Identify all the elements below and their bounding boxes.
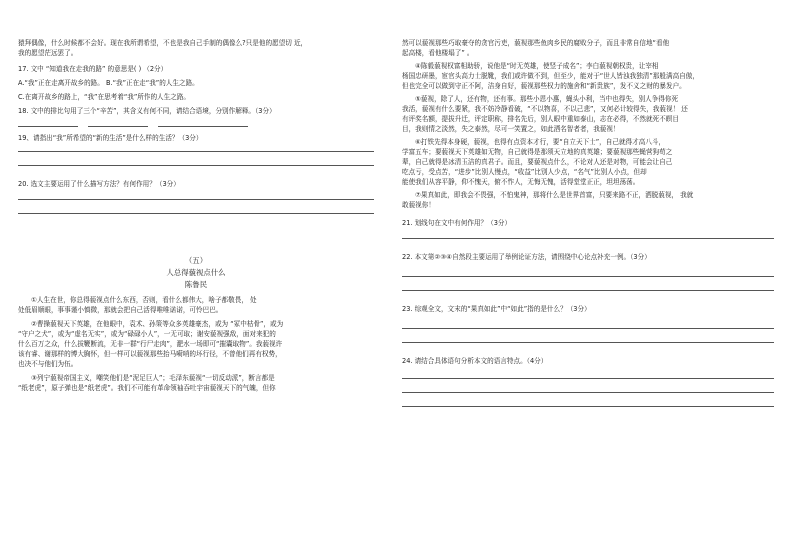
answer-line[interactable] [18,151,374,152]
question-21: 21. 划线句在文中有何作用？（3分） [402,219,512,227]
answer-blank[interactable] [88,120,148,127]
paragraph-2: ②曹操藐视天下英雄，在他眼中，袁术、孙策等众多英雄豪杰，或为 “冢中枯骨”，或为 [31,320,284,328]
paragraph-6-cont: 辈，自己就得是冰清玉洁的真君子。而且，要藐视点什么，不论对人还是对物，可能会让自己 [402,158,673,166]
paragraph-2-cont: 该有睿、谢那样的博大胸怀，但一样可以藐视那些抬马嗬哨的坏行径，不曾他们再有权势， [18,350,282,358]
paragraph-3-cont: 起高楼，看他楼塌了” 。 [402,49,474,57]
answer-line[interactable] [18,165,374,166]
answer-lines-24 [402,378,774,407]
text-line: 我的愿望茫远罢了。 [18,49,78,57]
paragraph-7-cont: 敢藐视你！ [402,201,435,209]
answer-lines-20 [18,199,374,214]
paragraph-6-cont: 能使我们从容平静，仰不愧天，俯不怍人，无悔无愧，活得堂堂正正，坦坦荡荡。 [402,178,640,186]
answer-line[interactable] [402,238,774,239]
article-title: 人总得藐视点什么 [166,268,226,277]
paragraph-2-cont: 也决不与他们为伍。 [18,360,78,368]
paragraph-5-cont: 目，我则情之淡然，失之泰然，尽可一笑置之，如此洒名智者者，我藐视！ [402,125,620,133]
paragraph-1: ①人生在世，你总得藐视点什么东西，否则，看什么都伟大，啥子都敬畏， 处 [31,296,257,304]
paragraph-4: ④陈毅藐视权富相助骄，说他是“时无英雄，使竖子成名”；李白藐视朝权贵，让宰相 [415,62,659,70]
question-17-option-c: C.在离开故乡的路上，“我”在思考着“我”所作的人生之路。 [18,93,191,101]
paragraph-7: ⑦果真如此，即我会不畏强，不怕鬼神，那将什么是世界首富，只要来路不正，洒脱藐视， 我就 [415,191,694,199]
answer-blank[interactable] [158,120,248,127]
paragraph-4-cont: 但也完全可以做到守正不阿，洁身自好，藐视那些权力的施舍和“新贵族”，发不义之财的暴发户。 [402,82,686,90]
paragraph-6-cont: 吃点亏，受点苦，“进步”比别人慢点，“收益”比别人少点，“名气”比别人小点，但却 [402,168,647,176]
answer-line[interactable] [402,378,774,379]
question-17-options-ab: A.“我”正在走离开故乡的路。 B.“我”正在走“我”的人生之路。 [18,79,199,87]
answer-line[interactable] [18,213,374,214]
question-23: 23. 综观全文，文末的“果真如此”中“如此”指的是什么？（3分） [402,305,591,313]
answer-line[interactable] [402,406,774,407]
question-19: 19、请指出“我”所希望的“新的生活”是什么样的生活？（3分） [18,134,203,142]
section-number: （五） [184,256,208,265]
paragraph-6-cont: 学富五车；要藐视天下英雄如无物，自己就得是那须天立地的真英雄；要藐视那些蝇营狗苟之 [402,148,673,156]
question-20: 20. 选文主要运用了什么描写方法？有何作用？（3分） [18,180,180,188]
paragraph-3: ③列宁藐视帝国主义，嘲笑他们是“泥足巨人”；毛泽东藐视“一切反动派”，断言都是 [31,374,275,382]
answer-line[interactable] [402,276,774,277]
paragraph-5-cont: 有评奖名额，提拔升迁，评定职称，排名先后，别人眼中重如泰山，志在必得，不然就死不瞑目 [402,115,679,123]
answer-line[interactable] [402,328,774,329]
right-column [402,38,774,420]
text-line: 猿拜偶像，什么时候都不会好。现在我所谓希望，不也是我自己手制的偶像么?只是他的愿望切 近， [18,39,308,47]
paragraph-3-cont: “纸老虎”，原子弹也是“纸老虎”。我们不可能有革命领袖吞吐宇宙藐视天下的气魄，但你 [18,384,276,392]
answer-line[interactable] [402,290,774,291]
question-18: 18. 文中的排比句用了三个“辛苦”，其含义有何不同，请结合语境，分别作解释。（3分） [18,107,276,115]
question-22: 22. 本文第②③④自然段主要运用了举例论证方法，请围绕中心论点补充一例。（3分） [402,253,651,261]
paragraph-4-cont: 杨国忠研墨，宦官头高力士脱靴，我们或许做不到，但至少，能对于“世人皆浊我独清”那般满高自傲， [402,72,699,80]
question-24: 24. 请结合具体语句分析本文的语言特点。（4分） [402,357,548,365]
answer-line[interactable] [402,392,774,393]
answer-lines-19 [18,151,374,166]
paragraph-5: ⑤藐视，除了人，还有物，还有事。那些小恩小惠，蝇头小利，当中也得失，别人争得你死 [415,95,679,103]
paragraph-3-cont: 然可以藐视那些巧取豪夺的贪官污吏，藐视那些鱼肉乡民的腐败分子，而且非常自信地“看他 [402,39,670,47]
paragraph-1-cont: 处低眉顺眼，事事谨小慎微，那就会把自己活得唯唯诺诺，可怜巴巴。 [18,306,223,314]
answer-blank[interactable] [18,120,78,127]
answer-lines-21 [402,238,774,239]
paragraph-2-cont: “守户之犬”，或为“虚名无实”，或为“碌碌小人”，一无可取；谢安藐视强敌，面对来犯的 [18,330,276,338]
answer-lines-22 [402,276,774,291]
paragraph-6: ⑥打铁先得本身硬，藐视，也得有点资本才行，要“自立天下士”，自己就得才高八斗， [415,138,666,146]
paragraph-2-cont: 什么百万之众，什么拔鞭断流，无非一群“行尸走肉”，淝水一场即可“摧囊取物”。我藐视许 [18,340,283,348]
question-17: 17. 文中 “知道我在走我的路” 的意思是( ) （2分） [18,65,168,73]
article-author: 陈鲁民 [184,280,208,289]
left-column [18,38,374,393]
answer-lines-23 [402,328,774,343]
paragraph-5-cont: 我活，藐视有什么要紧，我不妨冷静看破，“不以物喜，不以己悲”，又何必计较得失，我藐视！ 还 [402,105,688,113]
answer-line[interactable] [402,342,774,343]
answer-line[interactable] [18,199,374,200]
answer-blanks-18 [18,120,374,127]
